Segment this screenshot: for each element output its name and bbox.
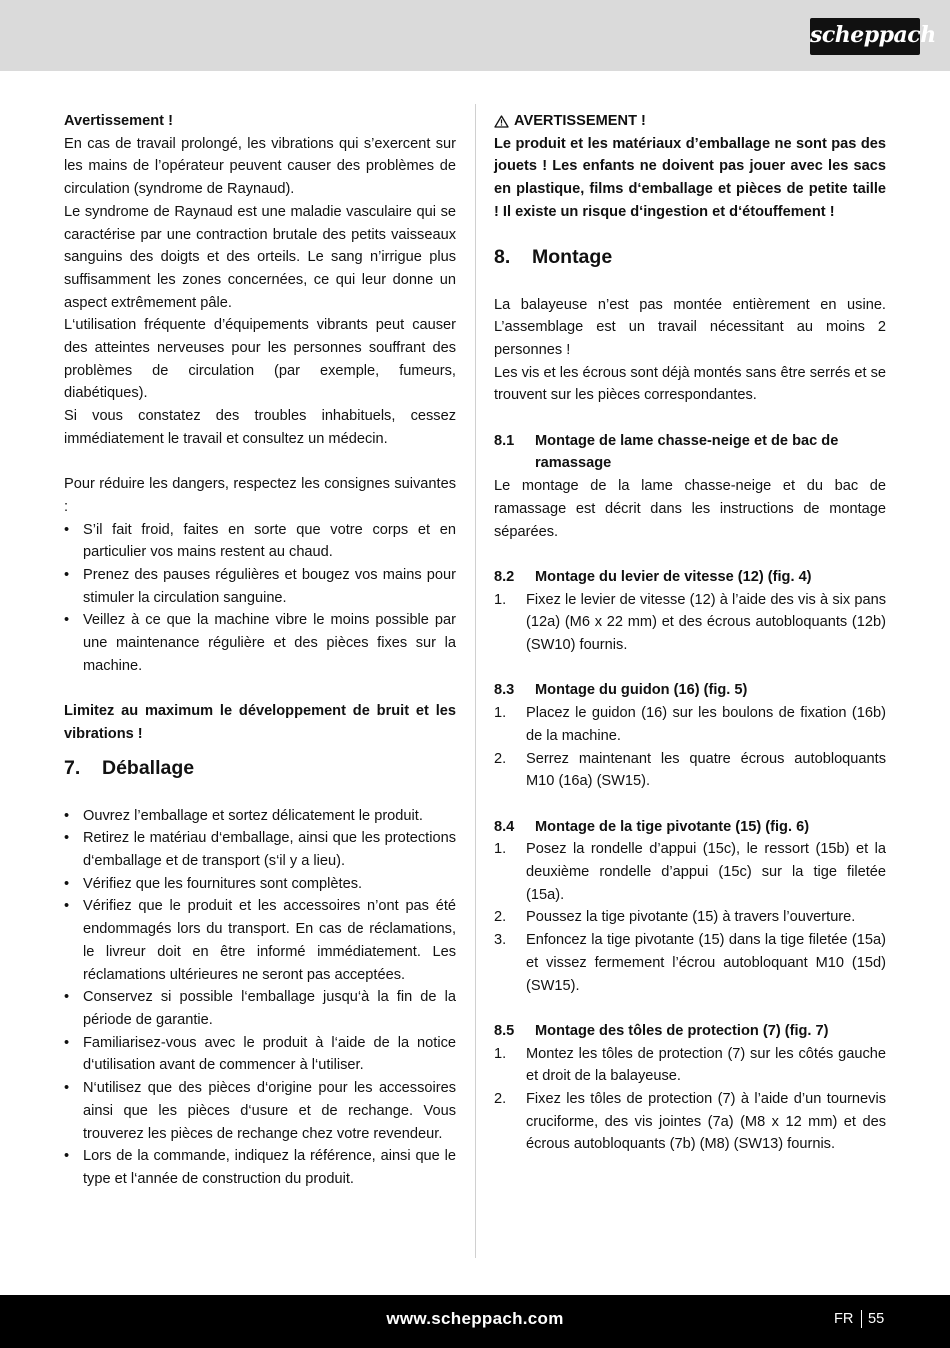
list-item: • Lors de la commande, indiquez la référence, ainsi que le type et l‘année de construction du produit.: [64, 1145, 456, 1190]
paragraph: L‘utilisation fréquente d’équipements vibrants peut causer des atteintes nerveuses pour les personnes souffrant des problèmes de circulation (par exemple, fumeurs, diabétiques).: [64, 317, 456, 402]
list-item: 3. Enfoncez la tige pivotante (15) dans la tige filetée (15a) et vissez fermement l’écrou autobloquant M10 (15d) (SW15).: [494, 932, 886, 994]
subsection-number: 8.3: [494, 682, 515, 699]
section-heading-8: [494, 245, 886, 269]
list-item: • N‘utilisez que des pièces d‘origine pour les accessoires ainsi que les pièces d‘usure et de rechange. Vous trouverez les pièces de rechange chez votre revendeur.: [64, 1077, 456, 1145]
list-item: 2. Serrez maintenant les quatre écrous autobloquants M10 (16a) (SW15).: [494, 750, 886, 790]
subsection-title: Montage du guidon (16) (fig. 5): [535, 682, 748, 699]
paragraph: Si vous constatez des troubles inhabituels, cessez immédiatement le travail et consultez un médecin.: [64, 408, 456, 447]
subsection-number: 8.2: [494, 568, 515, 585]
section-heading-7: [64, 756, 456, 780]
bold-note: Limitez au maximum le développement de bruit et les vibrations !: [64, 703, 456, 742]
page-footer: [0, 1295, 950, 1348]
subsection-title: Montage des tôles de protection (7) (fig. 7): [535, 1022, 829, 1039]
warning-title: Avertissement !: [64, 113, 173, 129]
paragraph: Pour réduire les dangers, respectez les consignes suivantes :: [64, 476, 456, 515]
list-item: • Familiarisez-vous avec le produit à l‘aide de la notice d‘utilisation avant de commencer à l‘utiliser.: [64, 1032, 456, 1077]
right-column: [494, 110, 886, 1156]
bullet-list: [64, 805, 456, 1191]
subsection-title: Montage de la tige pivotante (15) (fig. 6): [535, 818, 810, 835]
paragraph: La balayeuse n’est pas montée entièrement en usine. L’assemblage est un travail nécessitant au moins 2 personnes !: [494, 296, 886, 358]
section-number: 7.: [64, 756, 81, 779]
list-item: 1. Fixez le levier de vitesse (12) à l’aide des vis à six pans (12a) (M6 x 22 mm) et des écrous autobloquants (12b) (SW10) fournis.: [494, 591, 886, 654]
numbered-list: [494, 1043, 886, 1157]
list-item: 1. Placez le guidon (16) sur les boulons de fixation (16b) de la machine.: [494, 705, 886, 744]
list-item: • S’il fait froid, faites en sorte que votre corps et en particulier vos mains restent au chaud.: [64, 519, 456, 564]
numbered-list: [494, 702, 886, 793]
list-item: • Retirez le matériau d‘emballage, ainsi que les protections d‘emballage et de transport (s‘il y a lieu).: [64, 827, 456, 872]
subsection-title: Montage de lame chasse-neige et de bac de ramassage: [535, 432, 839, 472]
warning-text: Le produit et les matériaux d’emballage ne sont pas des jouets ! Les enfants ne doivent pas jouer avec les sacs en plastique, films d‘emballage et pièces de petite taille ! Il existe un risque d‘ingestion et d‘étouffement !: [494, 135, 886, 220]
list-item: • Veillez à ce que la machine vibre le moins possible par une maintenance régulière et des pièces fixes sur la machine.: [64, 609, 456, 677]
list-item: 1. Posez la rondelle d’appui (15c), le ressort (15b) et la deuxième rondelle d’appui (15c) sur la tige filetée (15a).: [494, 841, 886, 903]
section-title: Montage: [532, 245, 613, 268]
left-column: [64, 110, 456, 1191]
list-item: • Conservez si possible l‘emballage jusqu‘à la fin de la période de garantie.: [64, 986, 456, 1031]
subsection-number: 8.5: [494, 1022, 515, 1039]
paragraph: En cas de travail prolongé, les vibrations qui s’exercent sur les mains de l’opérateur peuvent causer des problèmes de circulation (syndrome de Raynaud).: [64, 135, 456, 198]
website-link[interactable]: www.scheppach.com: [386, 1309, 564, 1328]
column-divider: [475, 104, 476, 1258]
paragraph: Le syndrome de Raynaud est une maladie vasculaire qui se caractérise par une contraction brutale des petits vaisseaux sanguins des doigts et des orteils. Le sang n’irrigue plus suffisamment les zones concernées, ce qui leur donne un aspect extrêmement pâle.: [64, 203, 456, 311]
subsection-heading-8-3: [494, 679, 886, 702]
brand-logo: scheppach: [810, 18, 920, 55]
page-header: [0, 0, 950, 71]
subsection-heading-8-1: [494, 430, 886, 475]
list-item: 2. Fixez les tôles de protection (7) à l’aide d’un tournevis cruciforme, des vis jointes (7a) (M8 x 12 mm) et des écrous autobloquants (7b) (M8) (SW13) fournis.: [494, 1091, 886, 1153]
bullet-list: [64, 519, 456, 678]
subsection-heading-8-5: [494, 1020, 886, 1043]
section-number: 8.: [494, 245, 511, 268]
list-item: 2. Poussez la tige pivotante (15) à travers l’ouverture.: [494, 909, 856, 926]
subsection-title: Montage du levier de vitesse (12) (fig. 4): [535, 568, 812, 585]
subsection-number: 8.4: [494, 818, 515, 835]
warning-heading: [494, 110, 886, 133]
subsection-heading-8-2: [494, 566, 886, 589]
subsection-number: 8.1: [494, 432, 515, 449]
list-item: • Vérifiez que le produit et les accessoires n’ont pas été endommagés lors du transport. En cas de réclamations, le livreur doit en être informé immédiatement. Les réclamations ultérieures ne seront pas acceptées.: [64, 895, 456, 986]
language-code: FR: [834, 1311, 854, 1327]
paragraph: Les vis et les écrous sont déjà montés sans être serrés et se trouvent sur les pièces correspondantes.: [494, 364, 886, 404]
list-item: • Prenez des pauses régulières et bougez vos mains pour stimuler la circulation sanguine.: [64, 564, 456, 609]
warning-triangle-icon: [494, 115, 509, 128]
footer-separator: [861, 1310, 862, 1328]
warning-title: AVERTISSEMENT !: [514, 113, 646, 129]
list-item: • Vérifiez que les fournitures sont complètes.: [64, 873, 456, 896]
paragraph: Le montage de la lame chasse-neige et du bac de ramassage est décrit dans les instructions de montage séparées.: [494, 478, 886, 540]
section-title: Déballage: [102, 756, 195, 779]
numbered-list: [494, 589, 886, 657]
list-item: 1. Montez les tôles de protection (7) sur les côtés gauche et droit de la balayeuse.: [494, 1045, 886, 1085]
numbered-list: [494, 838, 886, 997]
page-number: 55: [868, 1311, 885, 1327]
list-item: • Ouvrez l’emballage et sortez délicatement le produit.: [64, 805, 456, 828]
subsection-heading-8-4: [494, 816, 886, 839]
